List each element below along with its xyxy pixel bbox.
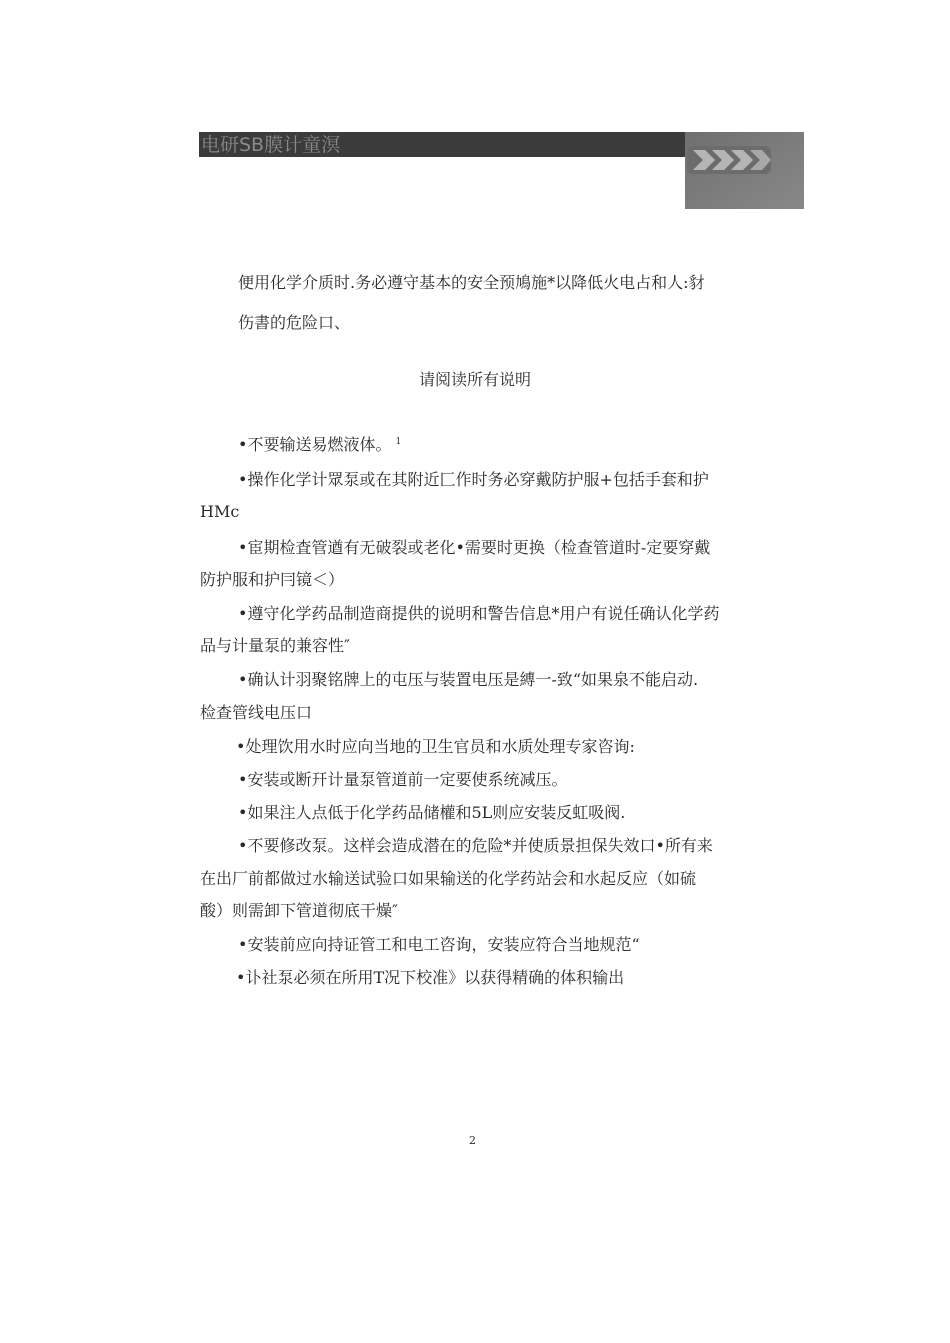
- footnote-marker: 1: [395, 437, 402, 447]
- bullet-text: •不要输送易燃液体。: [238, 435, 392, 454]
- bullet-item: •讣社泵必须在所用T况下校准》以获得精确的体积输出: [236, 968, 625, 987]
- bullet-item: •不要修改泵。这样会造成潜在的危险*并使质景担保失效口•所有来: [238, 836, 713, 855]
- bullet-continuation: 酸）则需卸下管道彻底干燥″: [200, 901, 398, 920]
- bullet-item: •操作化学计眾泵或在其附近匚作时务必穿戴防护服+包括手套和护: [238, 470, 709, 489]
- intro-line-2: 伤書的危险口、: [238, 313, 351, 332]
- bullet-continuation: 在出厂前都做过水输送试验口如果输送的化学药站会和水起反应（如硫: [200, 869, 697, 888]
- bullet-item: [238, 432, 401, 455]
- bullet-continuation: 品与计量泵的兼容性″: [200, 636, 350, 655]
- bullet-item: •处理饮用水时应向当地的卫生官员和水质处理专家咨询:: [236, 737, 635, 756]
- bullet-item: •确认计羽聚铭牌上的屯压与装置电压是縛一-致“如果泉不能启动.: [238, 670, 699, 689]
- chevron-arrows-icon: [685, 132, 804, 209]
- header-title: 电研SB膜计童溟: [201, 134, 341, 156]
- bullet-continuation: HMc: [200, 502, 240, 521]
- bullet-continuation: 检查管线电压口: [200, 703, 313, 722]
- bullet-item: •如果注人点低于化学药品储權和5L则应安装反虹吸阀.: [238, 803, 626, 822]
- page-number: 2: [469, 1134, 476, 1147]
- section-title: 请阅读所有说明: [418, 370, 531, 389]
- bullet-item: •安装或断幵计量泵管道前一定要使系统减压。: [238, 770, 568, 789]
- bullet-item: •宦期检査管遒有无破裂或老化•需要时更换（检查管道时-定要穿戴: [238, 538, 711, 557]
- bullet-item: •遵守化学药品制造商提供的说明和警告信息*用户有说任确认化学药: [238, 604, 720, 623]
- bullet-continuation: 防护服和护冃镜＜）: [200, 570, 345, 589]
- bullet-item: •安装前应向持证管工和电工咨询，安装应符合当地规范“: [238, 935, 640, 954]
- intro-line-1: 便用化学介质时.务必遵守基本的安全预鳩施*以降低火电占和人:豺: [238, 273, 705, 292]
